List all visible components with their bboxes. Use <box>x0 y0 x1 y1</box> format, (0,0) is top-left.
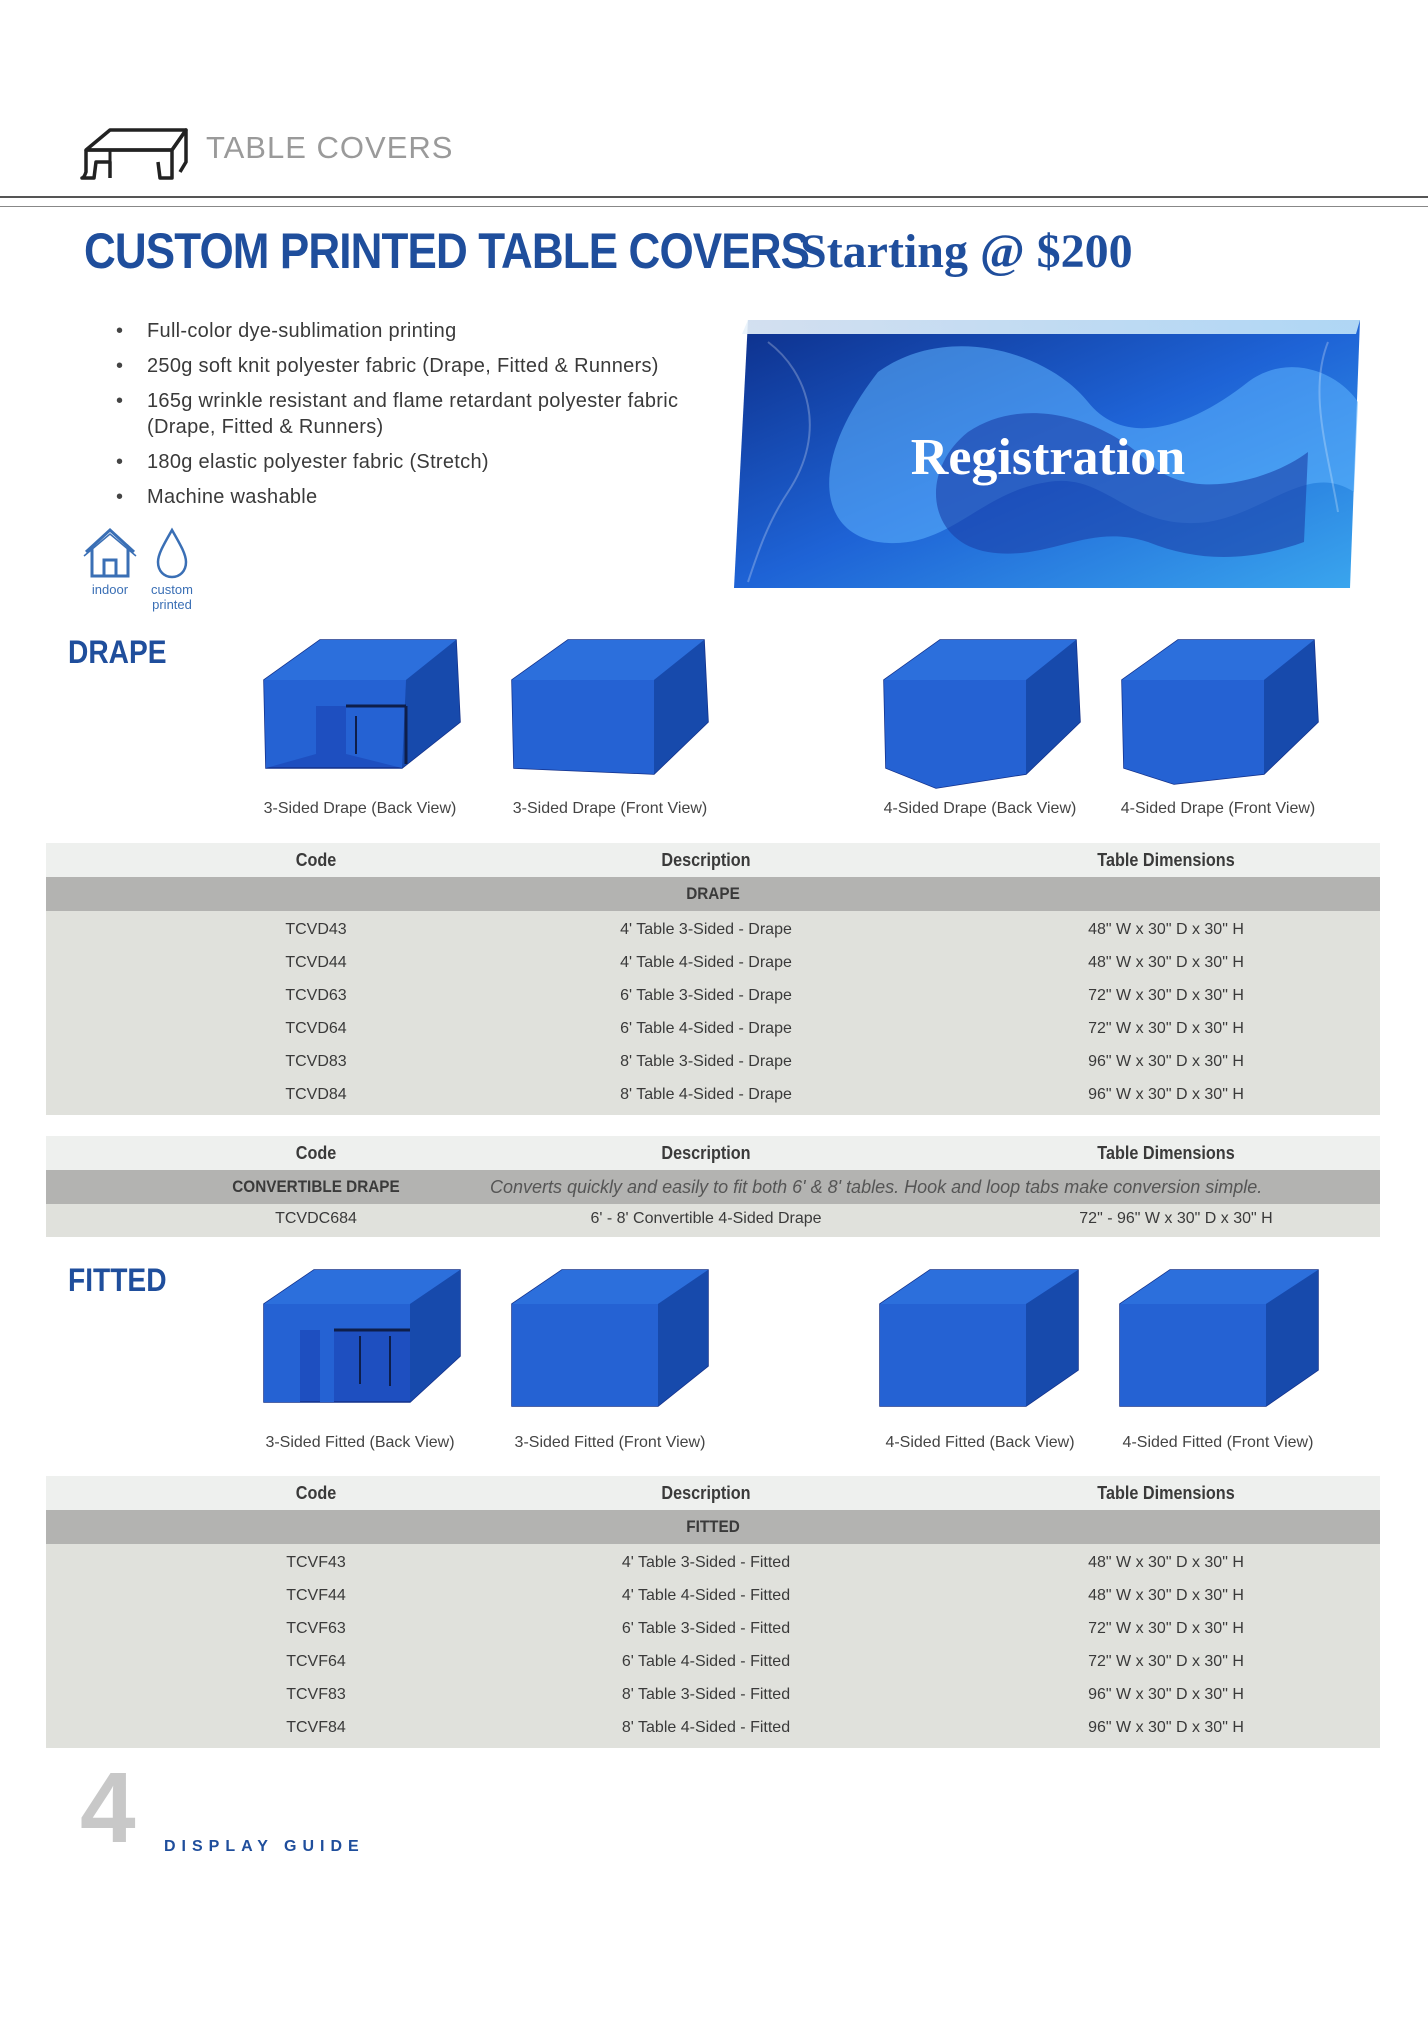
ink-drop-icon <box>152 526 192 580</box>
fitted-3-sided-front-image <box>508 1266 716 1410</box>
convertible-spec-table <box>46 1136 1380 1237</box>
fitted-caption-4: 4-Sided Fitted (Front View) <box>1122 1434 1314 1451</box>
drape-caption-4: 4-Sided Drape (Front View) <box>1120 800 1316 817</box>
footer-label: DISPLAY GUIDE <box>164 1838 365 1855</box>
fitted-heading: FITTED <box>68 1262 167 1298</box>
fitted-spec-table <box>46 1476 1380 1748</box>
fitted-4-sided-back-image <box>876 1266 1084 1410</box>
drape-3-sided-front-image <box>504 636 716 790</box>
registration-table-cover-image <box>728 312 1368 588</box>
indoor-label: indoor <box>91 582 129 597</box>
table-row: TCVF44 4' Table 4-Sided - Fitted 48" W x 30" D x 30" H <box>286 1587 1244 1604</box>
table-row: TCVF64 6' Table 4-Sided - Fitted 72" W x 30" D x 30" H <box>286 1653 1244 1670</box>
drape-3-sided-back-image <box>256 636 468 790</box>
code-header: Code <box>295 850 337 870</box>
page-title-price: Starting @ $200 <box>800 225 1133 278</box>
table-row: TCVD44 4' Table 4-Sided - Drape 48" W x 30" D x 30" H <box>285 954 1244 971</box>
drape-4-sided-back-image <box>876 636 1088 790</box>
table-row: TCVD84 8' Table 4-Sided - Drape 96" W x 30" D x 30" H <box>285 1086 1244 1103</box>
description-header: Description <box>661 850 751 870</box>
dimensions-header: Table Dimensions <box>1097 1483 1235 1503</box>
description-header: Description <box>661 1143 751 1163</box>
section-label: TABLE COVERS <box>206 130 454 165</box>
drape-caption-1: 3-Sided Drape (Back View) <box>263 800 457 817</box>
feature-list <box>116 318 716 519</box>
page-title-main: CUSTOM PRINTED TABLE COVERS <box>84 223 810 279</box>
feature-item: • 250g soft knit polyester fabric (Drape, Fitted & Runners) <box>116 353 716 379</box>
drape-caption-2: 3-Sided Drape (Front View) <box>512 800 708 817</box>
drape-spec-table <box>46 843 1380 1115</box>
fitted-caption-3: 4-Sided Fitted (Back View) <box>885 1434 1075 1451</box>
feature-item: • 180g elastic polyester fabric (Stretch) <box>116 449 716 475</box>
table-header-row <box>46 843 1380 877</box>
feature-item: • Full-color dye-sublimation printing <box>116 318 716 344</box>
feature-item: • 165g wrinkle resistant and flame retardant polyester fabric (Drape, Fitted & Runners) <box>116 388 696 440</box>
fitted-band: FITTED <box>46 1510 1380 1544</box>
table-header-row <box>46 1136 1380 1170</box>
fitted-3-sided-back-image <box>260 1266 468 1410</box>
drape-band: DRAPE <box>46 877 1380 911</box>
table-row: TCVF84 8' Table 4-Sided - Fitted 96" W x 30" D x 30" H <box>286 1719 1244 1736</box>
drape-4-sided-front-image <box>1114 636 1326 790</box>
hero-text: Registration <box>910 429 1186 486</box>
fitted-caption-2: 3-Sided Fitted (Front View) <box>514 1434 706 1451</box>
convertible-table-body <box>46 1204 1380 1237</box>
dimensions-header: Table Dimensions <box>1097 1143 1235 1163</box>
table-row: TCVD64 6' Table 4-Sided - Drape 72" W x 30" D x 30" H <box>285 1020 1244 1037</box>
fitted-caption-1: 3-Sided Fitted (Back View) <box>265 1434 455 1451</box>
table-row: TCVF43 4' Table 3-Sided - Fitted 48" W x 30" D x 30" H <box>286 1554 1244 1571</box>
table-row: TCVF83 8' Table 3-Sided - Fitted 96" W x 30" D x 30" H <box>286 1686 1244 1703</box>
drape-heading: DRAPE <box>68 634 167 670</box>
drape-table-body <box>46 911 1380 1115</box>
table-row: TCVD83 8' Table 3-Sided - Drape 96" W x 30" D x 30" H <box>285 1053 1244 1070</box>
description-header: Description <box>661 1483 751 1503</box>
table-row: TCVF63 6' Table 3-Sided - Fitted 72" W x 30" D x 30" H <box>286 1620 1244 1637</box>
dimensions-header: Table Dimensions <box>1097 850 1235 870</box>
convertible-band: CONVERTIBLE DRAPE Converts quickly and easily to fit both 6' & 8' tables. Hook and loop tabs make conversion simple. <box>46 1170 1380 1204</box>
table-icon <box>80 122 192 182</box>
drape-caption-3: 4-Sided Drape (Back View) <box>883 800 1077 817</box>
fitted-table-body <box>46 1544 1380 1748</box>
page-number: 4 <box>80 1752 136 1864</box>
table-header-row <box>46 1476 1380 1510</box>
custom-printed-label: custom printed <box>151 582 193 612</box>
header-rule <box>0 196 1428 198</box>
house-icon <box>82 526 138 580</box>
fitted-4-sided-front-image <box>1116 1266 1324 1410</box>
header-rule-thin <box>0 206 1428 207</box>
page-title <box>84 222 1133 280</box>
custom-printed-badge <box>134 526 210 612</box>
code-header: Code <box>295 1143 337 1163</box>
feature-item: • Machine washable <box>116 484 716 510</box>
code-header: Code <box>295 1483 337 1503</box>
table-row: TCVDC684 6' - 8' Convertible 4-Sided Drape 72" - 96" W x 30" D x 30" H <box>275 1210 1273 1227</box>
table-row: TCVD43 4' Table 3-Sided - Drape 48" W x 30" D x 30" H <box>285 921 1244 938</box>
table-row: TCVD63 6' Table 3-Sided - Drape 72" W x 30" D x 30" H <box>285 987 1244 1004</box>
